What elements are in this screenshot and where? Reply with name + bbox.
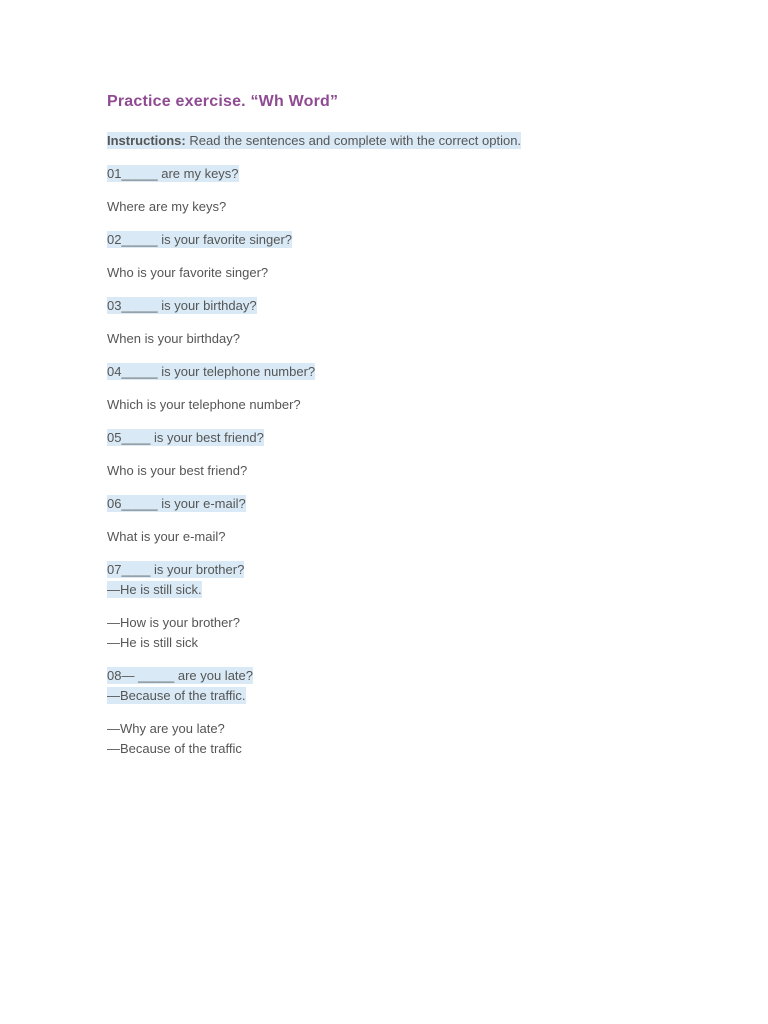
answer-08 — [107, 719, 667, 759]
question-text: 08— _____ are you late? — [107, 668, 253, 683]
answer-01: Where are my keys? — [107, 199, 227, 214]
question-05 — [107, 428, 667, 448]
instructions-highlight — [107, 132, 521, 149]
question-02 — [107, 230, 667, 250]
document-content — [107, 91, 667, 759]
question-text: 03_____ is your birthday? — [107, 298, 257, 313]
question-06 — [107, 494, 667, 514]
question-08 — [107, 666, 667, 706]
question-text-line-2: —Because of the traffic. — [107, 688, 246, 703]
question-text-line-2: —He is still sick. — [107, 582, 202, 597]
answer-text: —Why are you late? — [107, 721, 225, 736]
answer-04: Which is your telephone number? — [107, 397, 301, 412]
answer-05: Who is your best friend? — [107, 463, 248, 478]
answer-text-line-2: —Because of the traffic — [107, 741, 242, 756]
answer-03: When is your birthday? — [107, 331, 240, 346]
question-text: 07____ is your brother? — [107, 562, 245, 577]
question-01 — [107, 164, 667, 184]
answer-text-line-2: —He is still sick — [107, 635, 199, 650]
page-title: Practice exercise. “Wh Word” — [107, 93, 339, 110]
question-text: 01_____ are my keys? — [107, 166, 239, 181]
question-text: 02_____ is your favorite singer? — [107, 232, 293, 247]
answer-07 — [107, 613, 667, 653]
instructions-text: Read the sentences and complete with the correct option. — [185, 133, 522, 148]
instructions-label: Instructions: — [107, 133, 186, 148]
question-07 — [107, 560, 667, 600]
answer-06: What is your e-mail? — [107, 529, 226, 544]
question-text: 04_____ is your telephone number? — [107, 364, 316, 379]
question-text: 05____ is your best friend? — [107, 430, 264, 445]
question-04 — [107, 362, 667, 382]
question-text: 06_____ is your e-mail? — [107, 496, 246, 511]
instructions — [107, 131, 667, 151]
answer-02: Who is your favorite singer? — [107, 265, 269, 280]
answer-text: —How is your brother? — [107, 615, 240, 630]
question-03 — [107, 296, 667, 316]
